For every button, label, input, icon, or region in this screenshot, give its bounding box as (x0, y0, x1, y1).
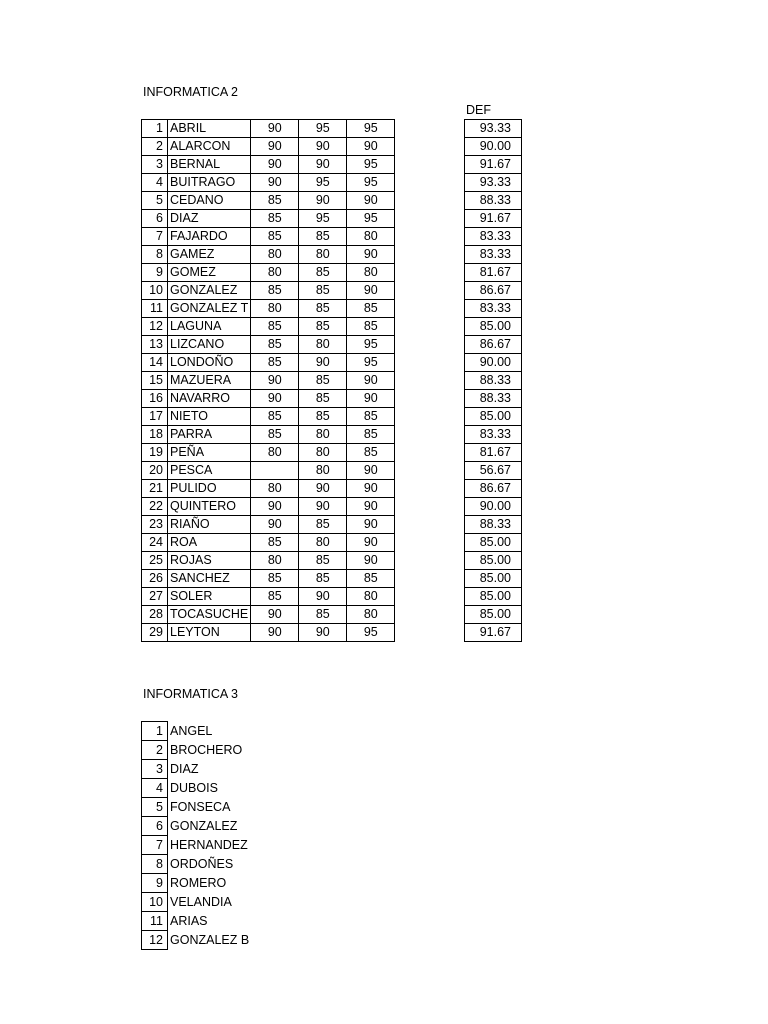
grade-3: 90 (347, 498, 395, 516)
table-row (142, 354, 395, 372)
table-row (465, 480, 522, 498)
table-row (465, 228, 522, 246)
grade-1: 85 (251, 282, 299, 300)
roster-table (141, 721, 268, 950)
table-row (142, 426, 395, 444)
grade-1: 85 (251, 570, 299, 588)
grade-3: 90 (347, 480, 395, 498)
table-row (142, 570, 395, 588)
student-name: ROA (168, 534, 251, 552)
table-row (465, 354, 522, 372)
def-value: 85.00 (465, 570, 522, 588)
list-item (142, 741, 268, 760)
table-row (465, 174, 522, 192)
grade-2: 80 (299, 246, 347, 264)
grade-1: 85 (251, 228, 299, 246)
table-row (142, 264, 395, 282)
grade-1: 85 (251, 210, 299, 228)
grade-3: 90 (347, 390, 395, 408)
list-item (142, 855, 268, 874)
grade-3: 85 (347, 318, 395, 336)
grade-1: 90 (251, 120, 299, 138)
grade-1: 90 (251, 606, 299, 624)
student-name: RIAÑO (168, 516, 251, 534)
grade-2: 85 (299, 228, 347, 246)
row-number: 16 (142, 390, 168, 408)
grade-1: 90 (251, 174, 299, 192)
def-value: 91.67 (465, 210, 522, 228)
grade-1: 85 (251, 588, 299, 606)
table-row (465, 390, 522, 408)
grade-3: 90 (347, 462, 395, 480)
def-value: 56.67 (465, 462, 522, 480)
table-row (465, 570, 522, 588)
grade-2: 80 (299, 462, 347, 480)
table-row (142, 552, 395, 570)
grade-3: 85 (347, 408, 395, 426)
grade-3: 90 (347, 372, 395, 390)
row-number: 29 (142, 624, 168, 642)
grade-3: 95 (347, 336, 395, 354)
grade-3: 80 (347, 588, 395, 606)
grade-2: 85 (299, 552, 347, 570)
def-value: 88.33 (465, 516, 522, 534)
grade-3: 95 (347, 354, 395, 372)
student-name: HERNANDEZ (170, 838, 248, 852)
table-row (142, 588, 395, 606)
grade-2: 95 (299, 174, 347, 192)
row-number: 1 (142, 120, 168, 138)
def-value: 93.33 (465, 174, 522, 192)
grade-1: 80 (251, 444, 299, 462)
grade-2: 80 (299, 444, 347, 462)
table-row (142, 138, 395, 156)
section-title-informatica-3: INFORMATICA 3 (143, 687, 238, 701)
list-item (142, 893, 268, 912)
table-row (142, 156, 395, 174)
grade-1: 90 (251, 624, 299, 642)
row-number: 3 (142, 760, 168, 779)
student-name: GAMEZ (168, 246, 251, 264)
table-row (142, 480, 395, 498)
table-row (142, 534, 395, 552)
row-number: 2 (142, 741, 168, 760)
table-row (465, 606, 522, 624)
grade-1: 80 (251, 300, 299, 318)
grade-3: 80 (347, 228, 395, 246)
student-name: ARIAS (170, 914, 208, 928)
table-row (465, 120, 522, 138)
table-row (465, 426, 522, 444)
grade-1: 90 (251, 390, 299, 408)
grade-3: 90 (347, 138, 395, 156)
student-name: BUITRAGO (168, 174, 251, 192)
def-value: 81.67 (465, 444, 522, 462)
student-name: SOLER (168, 588, 251, 606)
student-name: CEDANO (168, 192, 251, 210)
grade-3: 90 (347, 282, 395, 300)
table-row (142, 246, 395, 264)
grade-3: 85 (347, 444, 395, 462)
table-row (142, 228, 395, 246)
student-name: BERNAL (168, 156, 251, 174)
row-number: 9 (142, 264, 168, 282)
student-name: BROCHERO (170, 743, 243, 757)
table-row (142, 462, 395, 480)
row-number: 8 (142, 855, 168, 874)
def-value: 86.67 (465, 282, 522, 300)
student-name: LONDOÑO (168, 354, 251, 372)
row-number: 13 (142, 336, 168, 354)
grade-1: 90 (251, 138, 299, 156)
student-name: ROJAS (168, 552, 251, 570)
row-number: 10 (142, 893, 168, 912)
table-row (465, 192, 522, 210)
student-name: ROMERO (170, 876, 227, 890)
row-number: 4 (142, 174, 168, 192)
def-value: 85.00 (465, 408, 522, 426)
def-value: 86.67 (465, 336, 522, 354)
student-name: MAZUERA (168, 372, 251, 390)
table-row (465, 246, 522, 264)
section-title-informatica-2: INFORMATICA 2 (143, 85, 238, 99)
row-number: 7 (142, 228, 168, 246)
row-number: 14 (142, 354, 168, 372)
row-number: 19 (142, 444, 168, 462)
table-row (142, 444, 395, 462)
row-number: 11 (142, 912, 168, 931)
grade-3: 90 (347, 516, 395, 534)
table-row (142, 318, 395, 336)
table-row (142, 174, 395, 192)
def-value: 83.33 (465, 246, 522, 264)
def-value: 81.67 (465, 264, 522, 282)
grade-2: 85 (299, 390, 347, 408)
student-name: DUBOIS (170, 781, 218, 795)
table-row (142, 120, 395, 138)
grade-2: 90 (299, 156, 347, 174)
list-item (142, 798, 268, 817)
def-table (464, 119, 522, 642)
grade-2: 90 (299, 192, 347, 210)
row-number: 11 (142, 300, 168, 318)
grade-1: 80 (251, 246, 299, 264)
list-item (142, 722, 268, 741)
student-name: ALARCON (168, 138, 251, 156)
table-row (465, 372, 522, 390)
table-row (142, 606, 395, 624)
table-row (465, 138, 522, 156)
grade-1 (251, 462, 299, 480)
student-name: PEÑA (168, 444, 251, 462)
grade-1: 90 (251, 498, 299, 516)
student-name: GONZALEZ (168, 282, 251, 300)
grade-1: 90 (251, 372, 299, 390)
row-number: 24 (142, 534, 168, 552)
grade-2: 85 (299, 264, 347, 282)
def-value: 85.00 (465, 588, 522, 606)
grade-1: 80 (251, 480, 299, 498)
student-name: DIAZ (168, 210, 251, 228)
student-name: GONZALEZ B (170, 933, 250, 947)
table-row (465, 534, 522, 552)
def-value: 88.33 (465, 192, 522, 210)
student-name: GONZALEZ (170, 819, 238, 833)
grade-2: 85 (299, 606, 347, 624)
grade-2: 85 (299, 516, 347, 534)
table-row (465, 156, 522, 174)
row-number: 4 (142, 779, 168, 798)
list-item (142, 836, 268, 855)
row-number: 26 (142, 570, 168, 588)
row-number: 10 (142, 282, 168, 300)
def-value: 83.33 (465, 228, 522, 246)
row-number: 6 (142, 817, 168, 836)
def-value: 85.00 (465, 318, 522, 336)
grade-3: 80 (347, 606, 395, 624)
row-number: 5 (142, 798, 168, 817)
grade-1: 80 (251, 264, 299, 282)
def-value: 88.33 (465, 390, 522, 408)
row-number: 6 (142, 210, 168, 228)
grade-3: 90 (347, 246, 395, 264)
grade-2: 85 (299, 282, 347, 300)
table-row (142, 300, 395, 318)
grade-2: 85 (299, 408, 347, 426)
grade-1: 90 (251, 516, 299, 534)
student-name: GOMEZ (168, 264, 251, 282)
grade-1: 85 (251, 336, 299, 354)
grade-3: 85 (347, 300, 395, 318)
table-row (465, 516, 522, 534)
grade-2: 90 (299, 588, 347, 606)
student-name: NAVARRO (168, 390, 251, 408)
row-number: 5 (142, 192, 168, 210)
table-row (465, 588, 522, 606)
list-item (142, 760, 268, 779)
def-value: 83.33 (465, 426, 522, 444)
row-number: 22 (142, 498, 168, 516)
table-row (142, 390, 395, 408)
student-name: VELANDIA (170, 895, 232, 909)
row-number: 20 (142, 462, 168, 480)
row-number: 3 (142, 156, 168, 174)
table-row (465, 444, 522, 462)
grade-2: 90 (299, 138, 347, 156)
row-number: 2 (142, 138, 168, 156)
table-row (465, 408, 522, 426)
student-name: GONZALEZ T (168, 300, 251, 318)
grade-2: 85 (299, 570, 347, 588)
grade-2: 95 (299, 210, 347, 228)
grade-2: 95 (299, 120, 347, 138)
table-row (142, 498, 395, 516)
grade-2: 90 (299, 624, 347, 642)
student-name: DIAZ (170, 762, 199, 776)
grade-3: 90 (347, 534, 395, 552)
grade-3: 95 (347, 210, 395, 228)
grade-2: 85 (299, 318, 347, 336)
student-name: PESCA (168, 462, 251, 480)
table-row (465, 282, 522, 300)
def-value: 90.00 (465, 354, 522, 372)
table-row (465, 318, 522, 336)
student-name: TOCASUCHE (168, 606, 251, 624)
def-column-header: DEF (466, 103, 491, 117)
list-item (142, 817, 268, 836)
student-name: FONSECA (170, 800, 231, 814)
row-number: 1 (142, 722, 168, 741)
grade-1: 85 (251, 534, 299, 552)
table-row (142, 408, 395, 426)
grade-2: 80 (299, 534, 347, 552)
student-name: LAGUNA (168, 318, 251, 336)
grade-3: 95 (347, 624, 395, 642)
grade-3: 90 (347, 192, 395, 210)
def-value: 91.67 (465, 624, 522, 642)
grade-1: 85 (251, 426, 299, 444)
def-value: 85.00 (465, 552, 522, 570)
grade-3: 90 (347, 552, 395, 570)
def-value: 85.00 (465, 534, 522, 552)
grade-3: 85 (347, 426, 395, 444)
def-value: 86.67 (465, 480, 522, 498)
row-number: 12 (142, 318, 168, 336)
row-number: 9 (142, 874, 168, 893)
def-value: 90.00 (465, 138, 522, 156)
grade-1: 85 (251, 192, 299, 210)
table-row (142, 372, 395, 390)
grade-2: 80 (299, 426, 347, 444)
grade-1: 85 (251, 354, 299, 372)
def-value: 91.67 (465, 156, 522, 174)
grade-1: 85 (251, 318, 299, 336)
grade-2: 85 (299, 372, 347, 390)
grades-table (141, 119, 395, 642)
list-item (142, 912, 268, 931)
list-item (142, 779, 268, 798)
row-number: 23 (142, 516, 168, 534)
grade-3: 95 (347, 156, 395, 174)
table-row (142, 336, 395, 354)
table-row (465, 336, 522, 354)
table-row (142, 624, 395, 642)
grade-2: 80 (299, 336, 347, 354)
row-number: 8 (142, 246, 168, 264)
def-value: 88.33 (465, 372, 522, 390)
grade-2: 90 (299, 480, 347, 498)
row-number: 12 (142, 931, 168, 950)
student-name: PARRA (168, 426, 251, 444)
table-row (142, 210, 395, 228)
table-row (142, 192, 395, 210)
list-item (142, 931, 268, 950)
student-name: FAJARDO (168, 228, 251, 246)
grade-2: 85 (299, 300, 347, 318)
grade-2: 90 (299, 498, 347, 516)
row-number: 28 (142, 606, 168, 624)
student-name: NIETO (168, 408, 251, 426)
row-number: 17 (142, 408, 168, 426)
row-number: 21 (142, 480, 168, 498)
table-row (465, 498, 522, 516)
row-number: 25 (142, 552, 168, 570)
grade-1: 80 (251, 552, 299, 570)
grade-3: 85 (347, 570, 395, 588)
grade-3: 80 (347, 264, 395, 282)
row-number: 18 (142, 426, 168, 444)
table-row (465, 462, 522, 480)
table-row (142, 516, 395, 534)
row-number: 7 (142, 836, 168, 855)
grade-1: 85 (251, 408, 299, 426)
def-value: 93.33 (465, 120, 522, 138)
list-item (142, 874, 268, 893)
table-row (465, 624, 522, 642)
student-name: PULIDO (168, 480, 251, 498)
def-value: 83.33 (465, 300, 522, 318)
student-name: ORDOÑES (170, 857, 234, 871)
grade-1: 90 (251, 156, 299, 174)
student-name: SANCHEZ (168, 570, 251, 588)
student-name: LIZCANO (168, 336, 251, 354)
table-row (465, 300, 522, 318)
def-value: 85.00 (465, 606, 522, 624)
def-value: 90.00 (465, 498, 522, 516)
student-name: LEYTON (168, 624, 251, 642)
row-number: 15 (142, 372, 168, 390)
row-number: 27 (142, 588, 168, 606)
table-row (142, 282, 395, 300)
student-name: ABRIL (168, 120, 251, 138)
table-row (465, 264, 522, 282)
table-row (465, 210, 522, 228)
grade-3: 95 (347, 120, 395, 138)
grade-3: 95 (347, 174, 395, 192)
student-name: QUINTERO (168, 498, 251, 516)
student-name: ANGEL (170, 724, 213, 738)
grade-2: 90 (299, 354, 347, 372)
table-row (465, 552, 522, 570)
